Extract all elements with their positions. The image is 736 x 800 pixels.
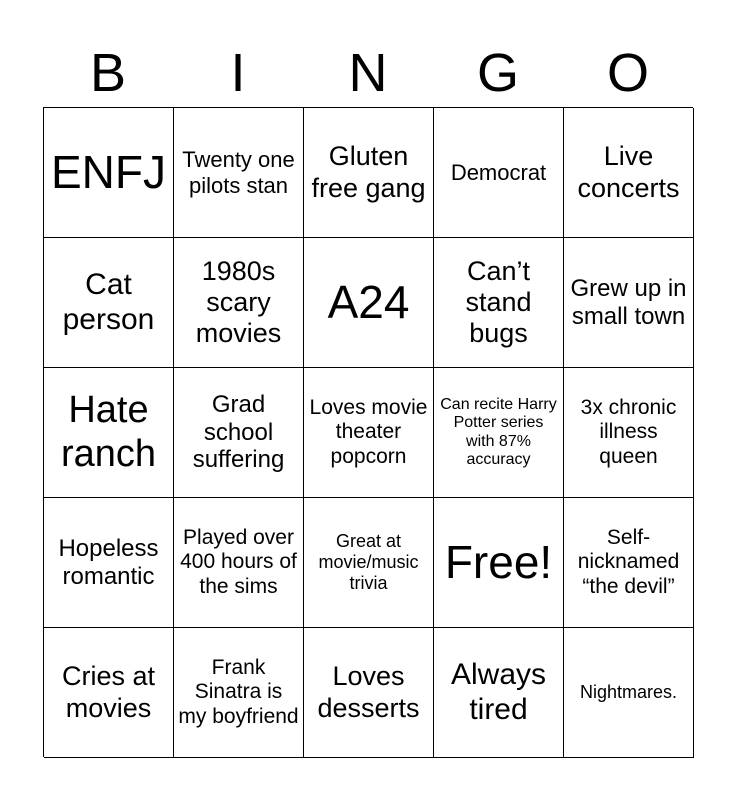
bingo-cell[interactable]	[564, 628, 694, 758]
cell-text: Cries at movies	[61, 661, 156, 723]
bingo-board	[43, 107, 693, 757]
bingo-cell[interactable]	[434, 238, 564, 368]
bingo-cell[interactable]	[434, 628, 564, 758]
bingo-cell[interactable]	[44, 108, 174, 238]
cell-text: 3x chronic illness queen	[580, 396, 677, 468]
bingo-cell[interactable]	[44, 238, 174, 368]
bingo-cell[interactable]	[44, 498, 174, 628]
bingo-cell[interactable]	[44, 368, 174, 498]
cell-text: Hate ranch	[60, 388, 157, 475]
bingo-cell[interactable]	[174, 498, 304, 628]
bingo-cell[interactable]	[304, 238, 434, 368]
bingo-cell[interactable]	[564, 498, 694, 628]
bingo-header	[43, 40, 693, 106]
cell-text: Always tired	[450, 658, 547, 726]
cell-text: ENFJ	[51, 146, 166, 199]
bingo-cell[interactable]	[564, 368, 694, 498]
bingo-cell[interactable]	[174, 368, 304, 498]
cell-text: Great at movie/music trivia	[318, 531, 419, 593]
bingo-cell[interactable]	[174, 108, 304, 238]
header-letter-g: G	[476, 43, 519, 103]
bingo-cell[interactable]	[434, 368, 564, 498]
bingo-cell[interactable]	[304, 498, 434, 628]
cell-text: Loves desserts	[317, 661, 420, 723]
cell-text: Can recite Harry Potter series with 87% accuracy	[440, 395, 557, 468]
cell-text: Cat person	[62, 268, 155, 336]
header-letter-i: I	[230, 43, 246, 103]
bingo-cell[interactable]	[304, 628, 434, 758]
cell-text: A24	[327, 276, 410, 329]
bingo-cell[interactable]	[174, 628, 304, 758]
header-letter-n: N	[348, 43, 388, 103]
cell-text: Grew up in small town	[570, 274, 687, 330]
free-space-text: Free!	[444, 536, 553, 589]
cell-text: Grad school suffering	[192, 391, 285, 474]
cell-text: Played over 400 hours of the sims	[180, 526, 297, 598]
cell-text: Loves movie theater popcorn	[309, 396, 428, 468]
bingo-cell[interactable]	[564, 238, 694, 368]
cell-text: Democrat	[450, 159, 547, 185]
cell-text: Can’t stand bugs	[465, 255, 532, 349]
cell-text: 1980s scary movies	[195, 255, 282, 349]
header-letter-b: B	[89, 43, 127, 103]
cell-text: Self-nicknamed “the devil”	[577, 526, 680, 598]
cell-text: Nightmares.	[579, 682, 678, 703]
bingo-cell[interactable]	[174, 238, 304, 368]
bingo-cell[interactable]	[434, 108, 564, 238]
free-space-cell[interactable]	[434, 498, 564, 628]
cell-text: Twenty one pilots stan	[182, 147, 295, 198]
bingo-cell[interactable]	[44, 628, 174, 758]
cell-text: Live concerts	[577, 141, 680, 203]
bingo-cell[interactable]	[304, 368, 434, 498]
cell-text: Hopeless romantic	[58, 534, 159, 590]
cell-text: Frank Sinatra is my boyfriend	[178, 656, 299, 728]
bingo-cell[interactable]	[304, 108, 434, 238]
bingo-cell[interactable]	[564, 108, 694, 238]
header-letter-o: O	[606, 43, 649, 103]
cell-text: Gluten free gang	[311, 141, 426, 203]
